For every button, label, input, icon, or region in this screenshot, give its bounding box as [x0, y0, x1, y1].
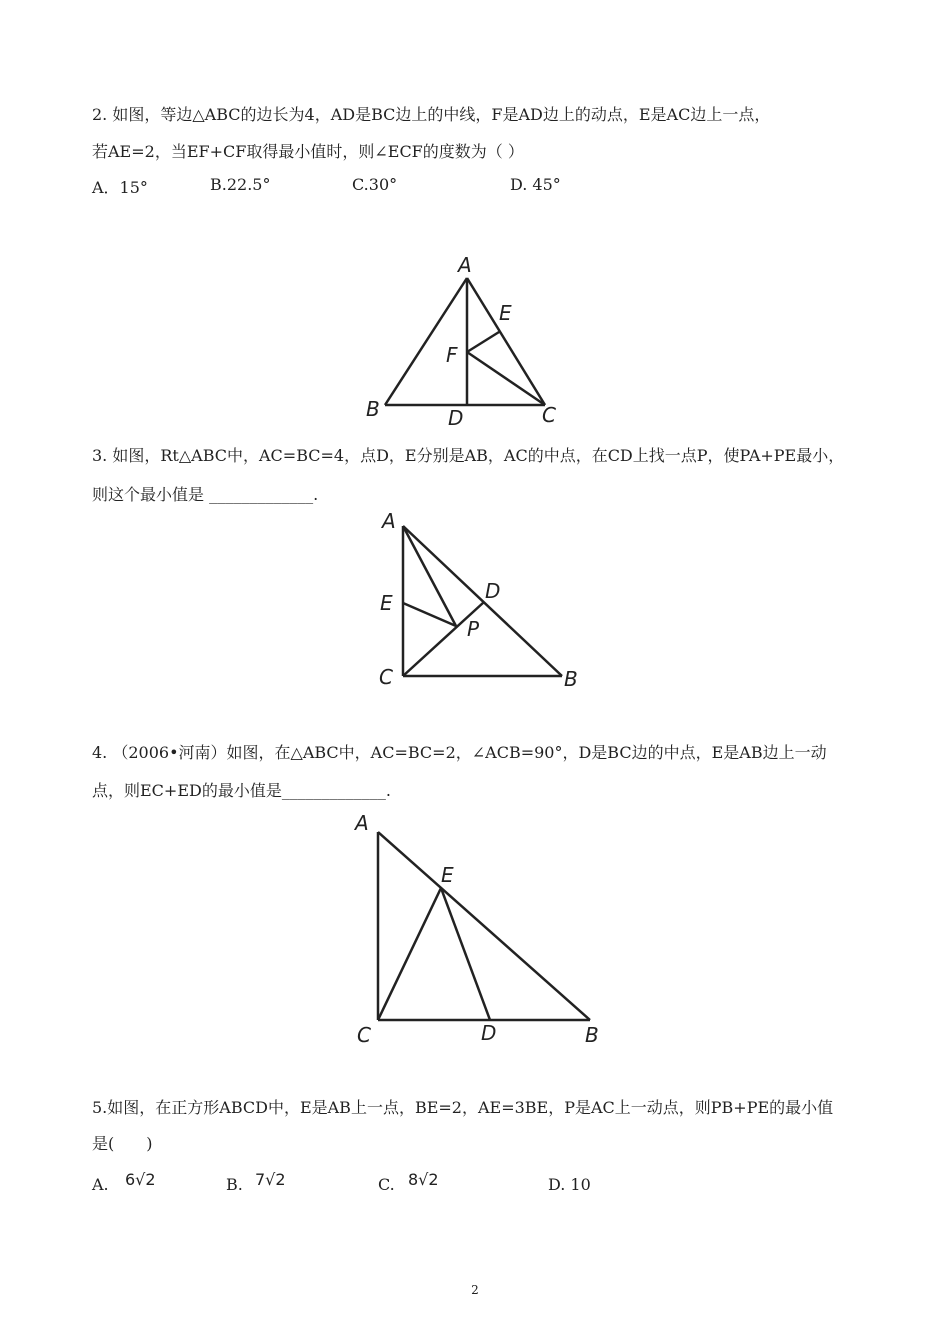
q5-option-d: D. 10 [548, 1175, 591, 1194]
q2-label-a: A [458, 253, 472, 277]
q2-text-line2: 若AE=2，当EF+CF取得最小值时，则∠ECF的度数为（ ） [92, 142, 524, 161]
q3-label-b: B [564, 667, 578, 691]
q2-label-e: E [499, 301, 512, 325]
page-number: 2 [471, 1283, 479, 1297]
q2-option-d: D. 45° [510, 175, 561, 194]
q2-label-d: D [448, 406, 464, 430]
q5-option-c-letter: C. [378, 1175, 395, 1194]
q2-option-b: B.22.5° [210, 175, 271, 194]
q4-figure [345, 808, 615, 1048]
q3-text-line2: 则这个最小值是 _____________. [92, 485, 319, 504]
q3-text-line1: 3. 如图，Rt△ABC中，AC=BC=4，点D，E分别是AB，AC的中点，在CD上找一点P，使PA+PE最小， [92, 446, 845, 465]
q2-option-a: A．15° [92, 178, 148, 197]
q2-edge-ab [385, 278, 467, 405]
q3-label-c: C [379, 665, 393, 689]
q4-label-e: E [441, 863, 454, 887]
q4-text-line2: 点，则EC+ED的最小值是_____________. [92, 781, 391, 800]
q4-label-d: D [481, 1021, 497, 1045]
q5-option-c-value: 8√2 [408, 1170, 439, 1189]
q2-figure [360, 250, 580, 430]
q3-label-e: E [380, 591, 393, 615]
q2-option-c: C.30° [352, 175, 398, 194]
q2-label-f: F [446, 343, 458, 367]
q2-edge-ac [467, 278, 545, 405]
q2-text-line1: 2. 如图，等边△ABC的边长为4，AD是BC边上的中线，F是AD边上的动点，E是AC边上一点， [92, 105, 771, 124]
q5-option-a-letter: A. [92, 1175, 109, 1194]
q2-label-c: C [542, 403, 556, 427]
q2-segment-fc [467, 352, 545, 405]
q5-text-line2: 是( ) [92, 1134, 153, 1153]
q4-segment-ed [441, 888, 490, 1020]
q3-label-d: D [485, 579, 501, 603]
q5-option-a-value: 6√2 [125, 1170, 156, 1189]
q3-figure [372, 506, 592, 696]
q4-label-c: C [357, 1023, 371, 1047]
q3-segment-ep [403, 603, 456, 626]
q2-segment-fe [467, 332, 499, 352]
q5-text-line1: 5.如图，在正方形ABCD中，E是AB上一点，BE=2，AE=3BE，P是AC上一动点，则PB+PE的最小值 [92, 1098, 834, 1117]
q5-option-b-value: 7√2 [255, 1170, 286, 1189]
q3-label-a: A [382, 509, 396, 533]
q4-edge-ab [378, 832, 590, 1020]
q5-option-b-letter: B. [226, 1175, 243, 1194]
q4-label-a: A [355, 811, 369, 835]
q2-label-b: B [366, 397, 380, 421]
q3-label-p: P [467, 617, 480, 641]
q4-text-line1: 4. （2006•河南）如图，在△ABC中，AC=BC=2，∠ACB=90°，D是BC边的中点，E是AB边上一动 [92, 743, 827, 762]
q3-segment-ap [403, 526, 456, 626]
q4-label-b: B [585, 1023, 599, 1047]
q4-segment-ec [378, 888, 441, 1020]
